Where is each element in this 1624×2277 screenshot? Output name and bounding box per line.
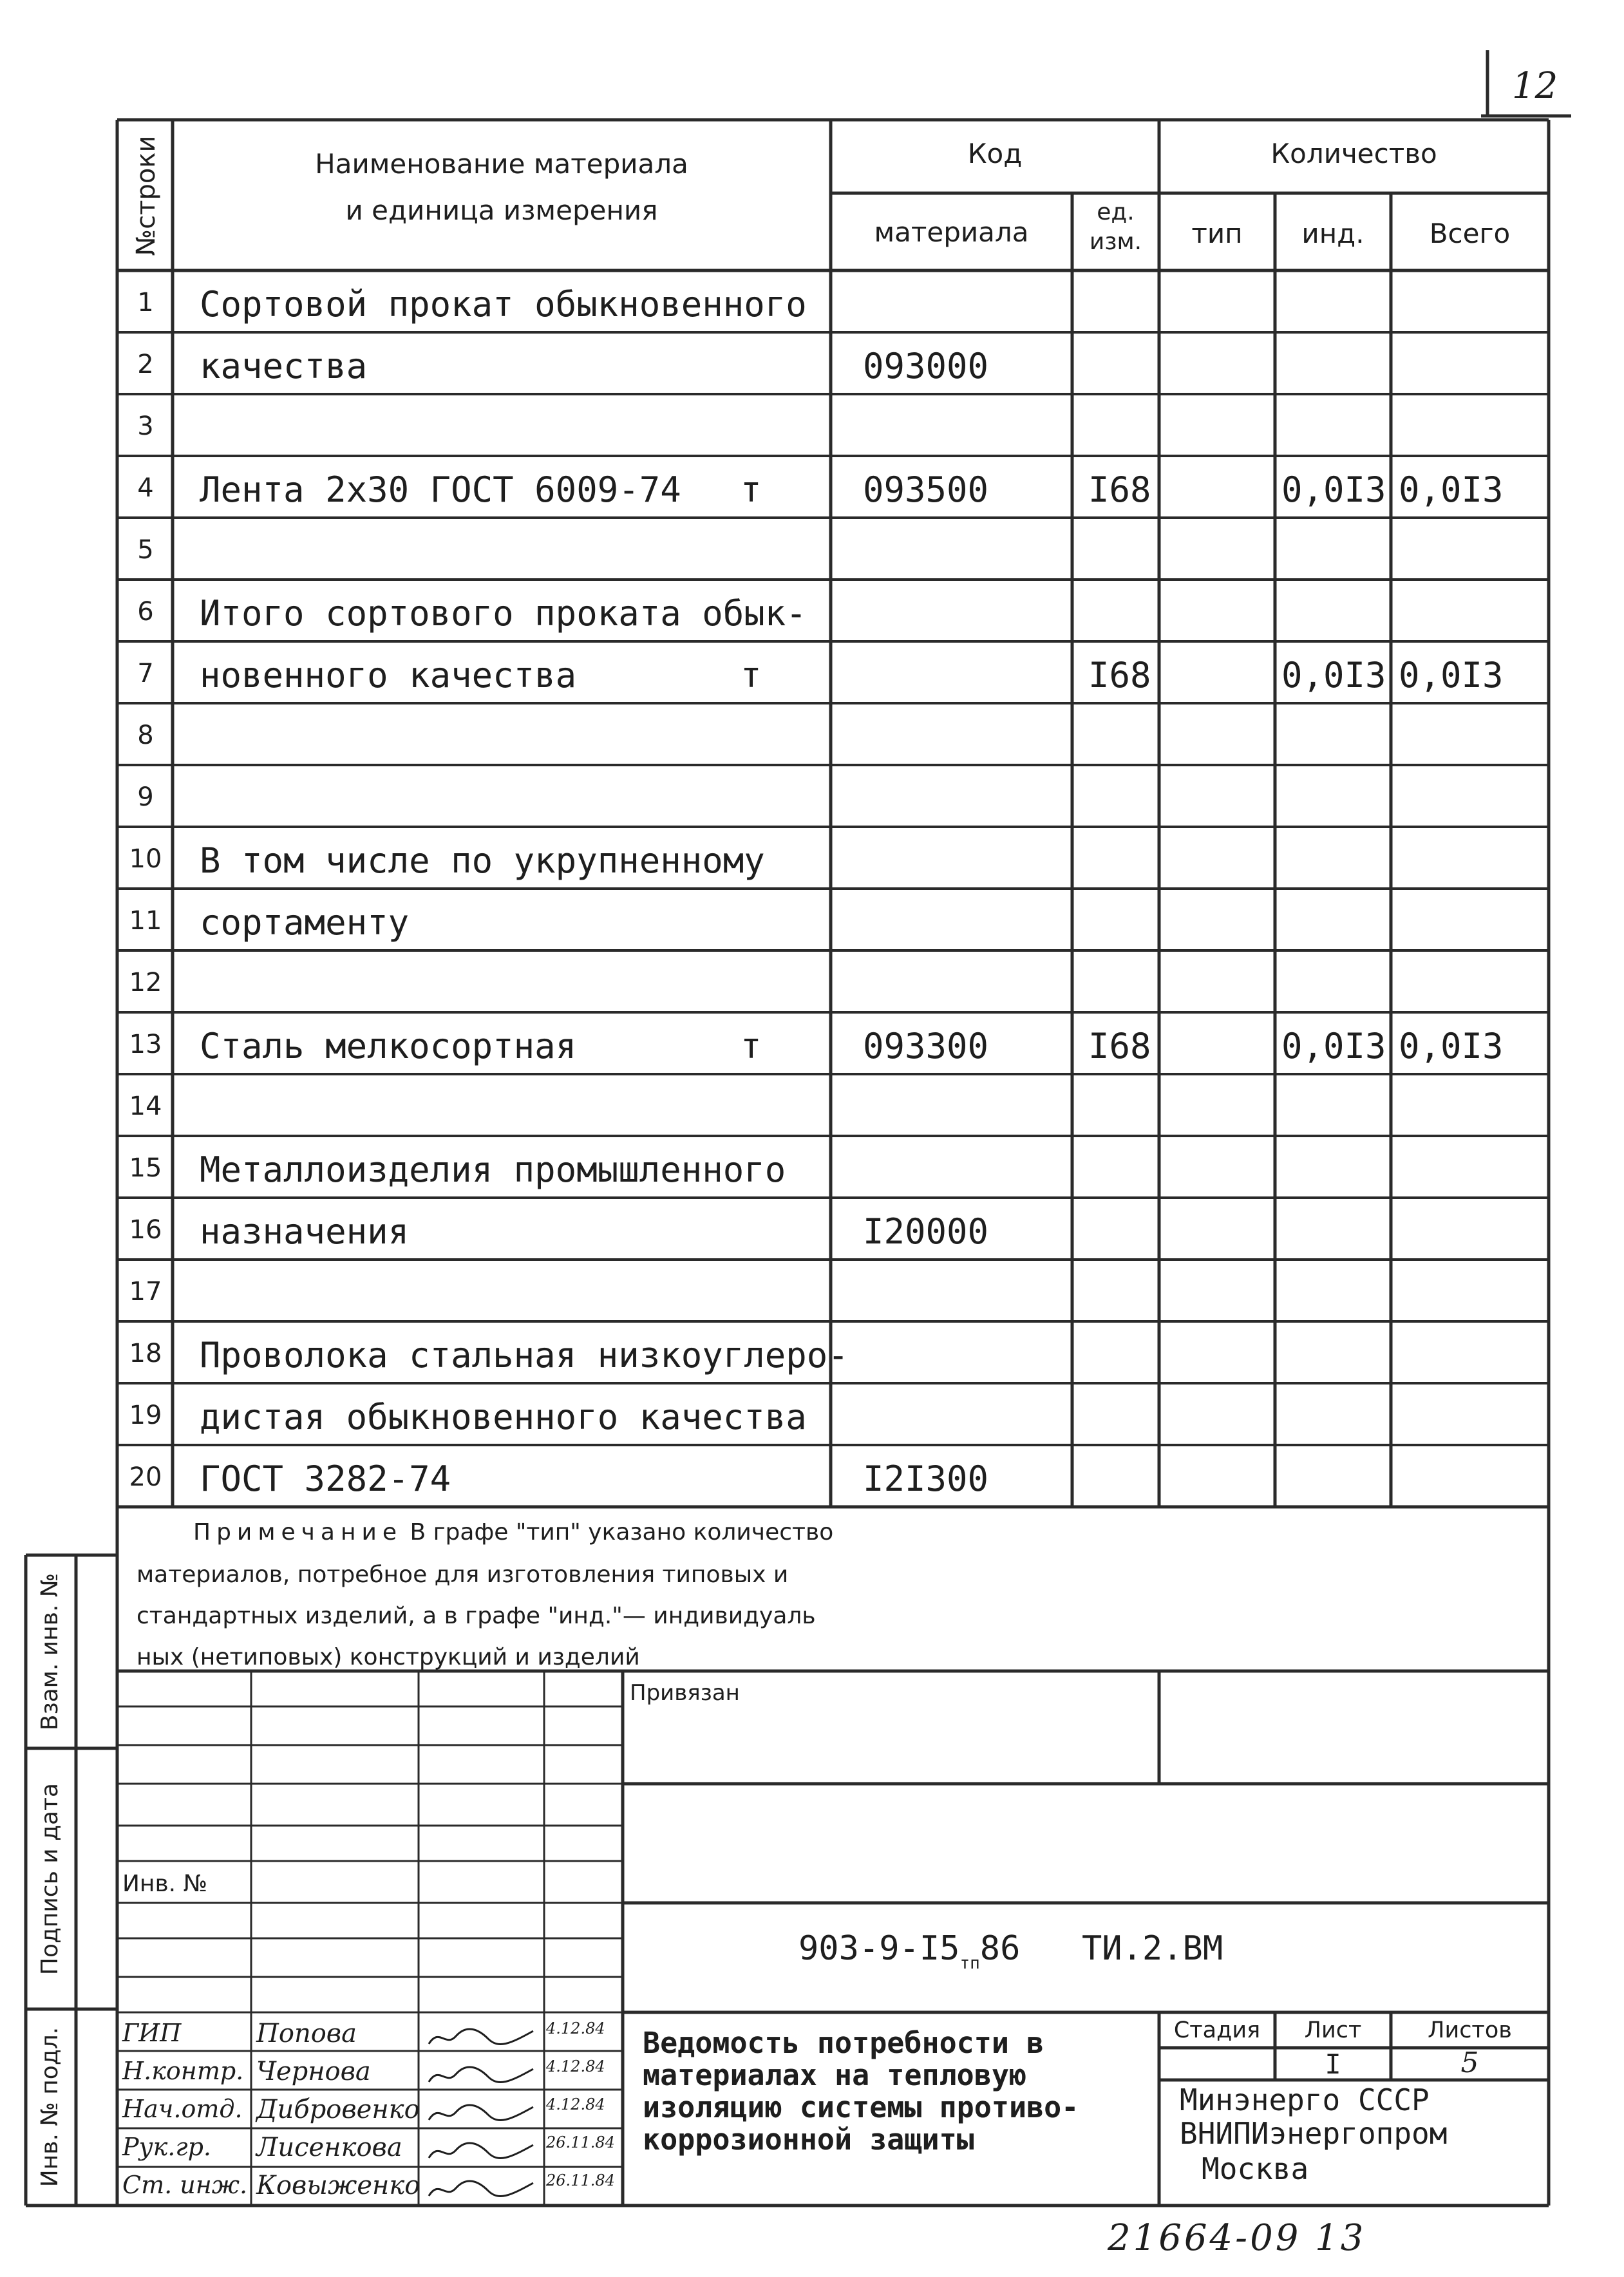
footer-archive-number: 21664-09 13 bbox=[1108, 2217, 1366, 2259]
stamp-sheets-value: 5 bbox=[1460, 2046, 1479, 2079]
signature-mark bbox=[426, 2025, 536, 2050]
stamp-org-line1: Минэнерго СССР bbox=[1180, 2083, 1430, 2117]
row-unit-word: т bbox=[741, 655, 762, 695]
row-material-name: назначения bbox=[200, 1211, 410, 1252]
row-material-code: 093000 bbox=[863, 346, 989, 386]
row-material-name: Итого сортового проката обык- bbox=[200, 593, 807, 634]
row-qty-total: 0,0I3 bbox=[1399, 1026, 1504, 1066]
signer-date: 26.11.84 bbox=[546, 2171, 615, 2189]
row-material-name: Лента 2х30 ГОСТ 6009-74 bbox=[200, 469, 681, 510]
stamp-sheet-value: I bbox=[1325, 2048, 1341, 2080]
row-number: 19 bbox=[129, 1401, 162, 1430]
row-number: 18 bbox=[129, 1339, 162, 1368]
header-code: Код bbox=[967, 138, 1023, 169]
header-name-line1: Наименование материала bbox=[315, 148, 688, 180]
header-unit-line1: ед. bbox=[1097, 199, 1135, 225]
row-material-code: 093300 bbox=[863, 1026, 989, 1066]
row-number: 3 bbox=[137, 411, 154, 441]
row-number: 4 bbox=[137, 473, 154, 503]
signature-mark bbox=[426, 2177, 536, 2202]
row-material-name: Металлоизделия промышленного bbox=[200, 1149, 786, 1190]
stamp-inv-no: Инв. № bbox=[122, 1871, 208, 1897]
stamp-title-line3: изоляцию системы противо- bbox=[643, 2090, 1079, 2124]
row-number: 17 bbox=[129, 1277, 162, 1307]
row-number: 11 bbox=[129, 906, 162, 936]
signer-role: Нач.отд. bbox=[122, 2095, 243, 2123]
row-material-name: сортаменту bbox=[200, 902, 410, 943]
note-heading: Примечание bbox=[193, 1519, 403, 1545]
signature-mark bbox=[426, 2063, 536, 2088]
row-qty-total: 0,0I3 bbox=[1399, 655, 1504, 695]
page-number: 12 bbox=[1512, 65, 1558, 107]
signer-date: 4.12.84 bbox=[546, 2019, 605, 2037]
row-material-name: Сортовой прокат обыкновенного bbox=[200, 284, 807, 325]
side-label-inv: Инв. № подл. bbox=[37, 2027, 63, 2187]
side-label-podpis: Подпись и дата bbox=[37, 1782, 63, 1976]
signer-role: Н.контр. bbox=[122, 2057, 244, 2085]
side-label-vzam: Взам. инв. № bbox=[37, 1573, 63, 1731]
doc-mark: ТИ.2.ВМ bbox=[1082, 1929, 1223, 1968]
row-number: 5 bbox=[137, 535, 154, 565]
row-unit-code: I68 bbox=[1088, 655, 1151, 695]
signer-date: 26.11.84 bbox=[546, 2133, 615, 2151]
stamp-org-line2: ВНИПИэнергопром bbox=[1180, 2116, 1448, 2151]
note-line4: ных (нетиповых) конструкций и изделий bbox=[137, 1644, 640, 1670]
row-number: 8 bbox=[137, 721, 154, 750]
row-qty-ind: 0,0I3 bbox=[1281, 655, 1386, 695]
row-number: 13 bbox=[129, 1030, 162, 1059]
row-unit-word: т bbox=[741, 469, 762, 510]
row-number: 16 bbox=[129, 1215, 162, 1245]
stamp-org-line3: Москва bbox=[1202, 2151, 1309, 2186]
header-total: Всего bbox=[1429, 218, 1511, 249]
header-unit-line2: изм. bbox=[1089, 229, 1142, 255]
row-number: 15 bbox=[129, 1153, 162, 1183]
row-material-name: Проволока стальная низкоуглеро- bbox=[200, 1335, 849, 1375]
row-material-code: 093500 bbox=[863, 469, 989, 510]
signer-name: Ковыженко bbox=[256, 2171, 420, 2200]
row-number: 1 bbox=[137, 288, 154, 317]
signer-name: Чернова bbox=[256, 2057, 371, 2086]
doc-code-number: 903-9-I5 bbox=[798, 1929, 960, 1968]
signer-name: Попова bbox=[256, 2019, 357, 2048]
row-qty-total: 0,0I3 bbox=[1399, 469, 1504, 510]
doc-code-year: 86 bbox=[979, 1929, 1021, 1968]
row-material-name: В том числе по укрупненному bbox=[200, 840, 765, 881]
row-unit-code: I68 bbox=[1088, 1026, 1151, 1066]
signer-name: Лисенкова bbox=[256, 2133, 402, 2162]
signer-role: ГИП bbox=[122, 2019, 182, 2047]
row-unit-code: I68 bbox=[1088, 469, 1151, 510]
row-number: 9 bbox=[137, 782, 154, 812]
signer-role: Рук.гр. bbox=[122, 2133, 211, 2161]
note-line3: стандартных изделий, а в графе "инд."— индивидуаль bbox=[137, 1603, 816, 1629]
note-line1 bbox=[193, 1521, 833, 1544]
row-number: 12 bbox=[129, 968, 162, 997]
signer-date: 4.12.84 bbox=[546, 2095, 605, 2113]
row-material-name: дистая обыкновенного качества bbox=[200, 1397, 807, 1437]
row-number: 6 bbox=[137, 597, 154, 627]
signer-role: Ст. инж. bbox=[122, 2171, 248, 2199]
header-material: материала bbox=[874, 216, 1029, 248]
row-number: 20 bbox=[129, 1462, 162, 1492]
header-ind: инд. bbox=[1301, 218, 1364, 249]
header-row-number: №строки bbox=[131, 135, 161, 256]
stamp-title-line1: Ведомость потребности в bbox=[643, 2026, 1044, 2060]
stamp-stage-label: Стадия bbox=[1173, 2017, 1261, 2043]
stamp-title-line2: материалах на тепловую bbox=[643, 2058, 1027, 2092]
signer-name: Дибровенко bbox=[256, 2095, 420, 2124]
header-typ: тип bbox=[1191, 218, 1243, 249]
row-qty-ind: 0,0I3 bbox=[1281, 1026, 1386, 1066]
signer-date: 4.12.84 bbox=[546, 2057, 605, 2075]
row-qty-ind: 0,0I3 bbox=[1281, 469, 1386, 510]
row-material-name: новенного качества bbox=[200, 655, 577, 695]
signature-mark bbox=[426, 2139, 536, 2164]
doc-code bbox=[798, 1929, 1021, 1973]
stamp-title-line4: коррозионной защиты bbox=[643, 2122, 974, 2157]
stamp-sheet-label: Лист bbox=[1304, 2017, 1362, 2043]
row-material-name: Сталь мелкосортная bbox=[200, 1026, 577, 1066]
header-quantity: Количество bbox=[1270, 138, 1437, 169]
row-number: 10 bbox=[129, 844, 162, 874]
stamp-privyazan: Привязан bbox=[630, 1680, 740, 1706]
row-material-name: качества bbox=[200, 346, 368, 386]
header-name-line2: и единица измерения bbox=[345, 194, 658, 226]
note-line2: материалов, потребное для изготовления типовых и bbox=[137, 1562, 789, 1588]
note-text-1: В графе "тип" указано количество bbox=[410, 1519, 834, 1545]
row-number: 2 bbox=[137, 350, 154, 379]
row-unit-word: т bbox=[741, 1026, 762, 1066]
row-material-code: I20000 bbox=[863, 1211, 989, 1252]
signature-mark bbox=[426, 2101, 536, 2126]
row-material-name: ГОСТ 3282-74 bbox=[200, 1459, 451, 1499]
stamp-sheets-label: Листов bbox=[1428, 2017, 1512, 2043]
row-number: 14 bbox=[129, 1091, 162, 1121]
row-material-code: I2I300 bbox=[863, 1459, 989, 1499]
row-number: 7 bbox=[137, 659, 154, 688]
doc-code-sub: тп bbox=[959, 1954, 980, 1973]
